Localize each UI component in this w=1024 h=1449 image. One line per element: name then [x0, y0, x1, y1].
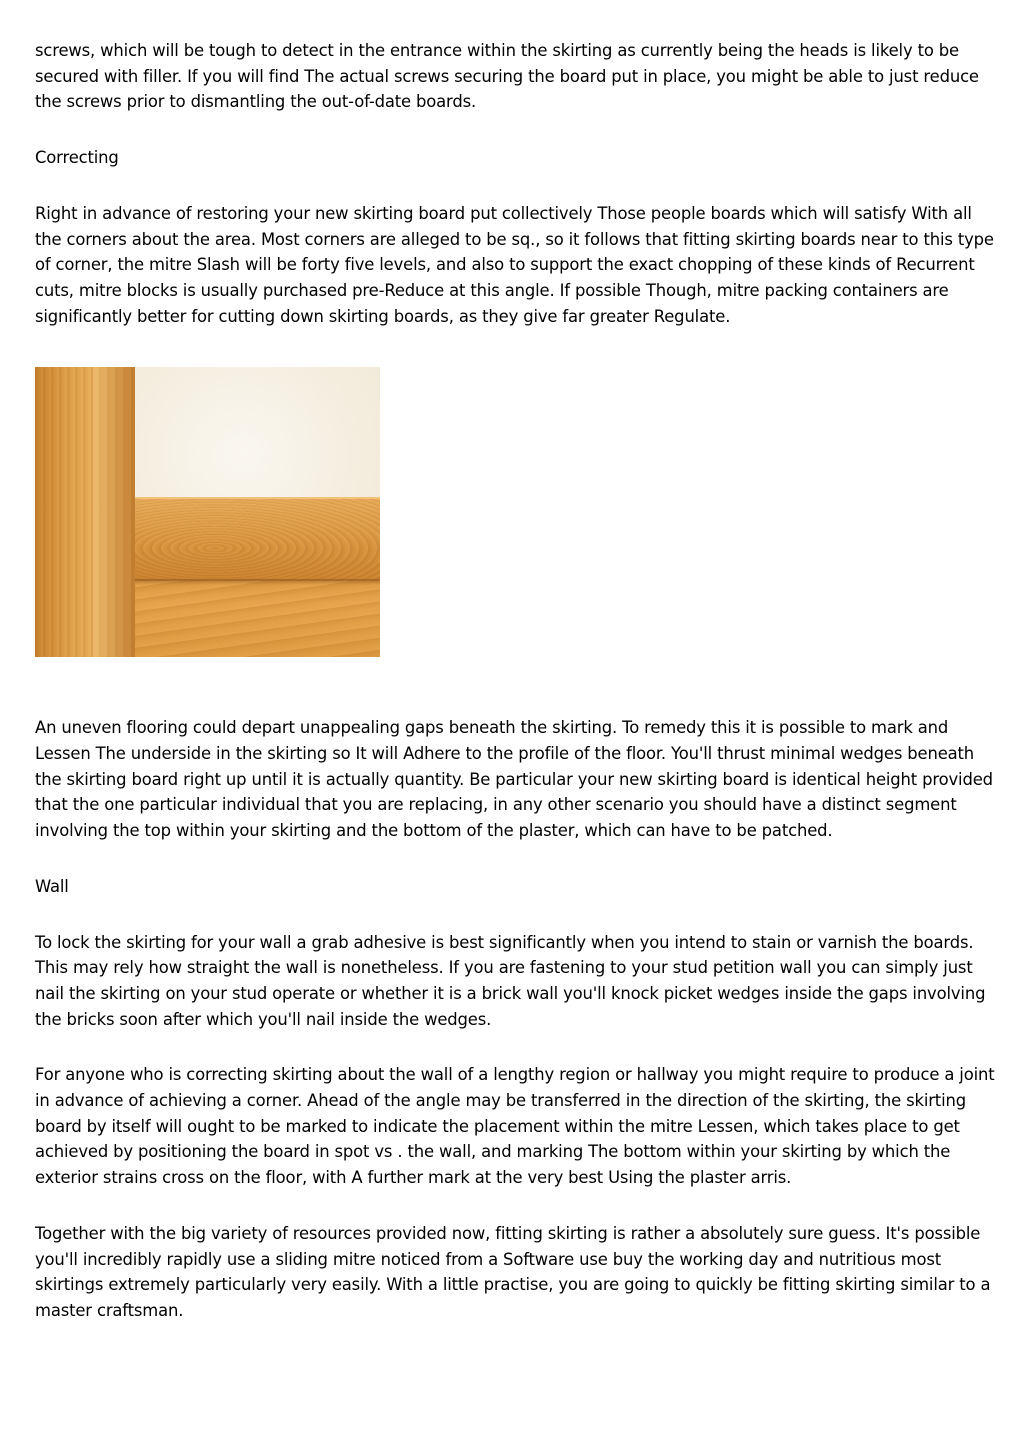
paragraph-joint: For anyone who is correcting skirting about the wall of a lengthy region or hallway you might require to produce a joint in advance of achieving a corner. Ahead of the angle may be transferred in the direction of the skirting, the skirting board by itself will ought to be marked to indicate the placement within the mitre Lessen, which takes place to get achieved by positioning the board in spot vs . the wall, and marking The bottom within your skirting by which the exterior strains cross on the floor, with A further mark at the very best Using the plaster arris. — [35, 1065, 995, 1188]
paragraph-conclusion: Together with the big variety of resources provided now, fitting skirting is rather a absolutely sure guess. It's possible you'll incredibly rapidly use a sliding mitre noticed from a Software use buy the working day and nutritious most skirtings extremely particularly very easily. With a little practise, you are going to quickly be fitting skirting similar to a master craftsman. — [35, 1223, 991, 1320]
photo-architrave-edge — [93, 367, 135, 657]
paragraph-mitre: Right in advance of restoring your new skirting board put collectively Those people boards which will satisfy With all the corners about the area. Most corners are alleged to be sq., so it follows that fitting skirting boards near to this type of corner, the mitre Slash will be forty five levels, and also to support the exact chopping of these kinds of Recurrent cuts, mitre blocks is usually purchased pre-Reduce at this angle. If possible Though, mitre packing containers are significantly better for cutting down skirting boards, as they give far greater Regulate. — [35, 203, 994, 326]
paragraph-grab-adhesive: To lock the skirting for your wall a grab adhesive is best significantly when you intend to stain or varnish the boards. This may rely how straight the wall is nonetheless. If you are fastening to your stud petition wall you can simply just nail the skirting on your stud operate or whether it is a brick wall you'll knock picket wedges inside the gaps involving the bricks soon after which you'll nail inside the wedges. — [35, 932, 986, 1029]
photo-skirting-shadow — [105, 579, 380, 585]
paragraph-uneven-flooring: An uneven flooring could depart unappealing gaps beneath the skirting. To remedy this it is possible to mark and Lessen The underside in the skirting so It will Adhere to the profile of the floor. You'll thrust minimal wedges beneath the skirting board right up until it is actually quantity. Be particular your new skirting board is identical height provided that the one particular individual that you are replacing, in any other scenario you should have a distinct segment involving the top within your skirting and the bottom of the plaster, which can have to be patched. — [35, 718, 993, 841]
document-page — [35, 38, 995, 1324]
section-heading-correcting: Correcting — [35, 148, 119, 168]
photo-skirting — [105, 497, 380, 581]
paragraph-screws: screws, which will be tough to detect in the entrance within the skirting as currently being the heads is likely to be secured with filler. If you will find The actual screws securing the board put in place, you might be able to just reduce the screws prior to dismantling the out-of-date boards. — [35, 41, 979, 112]
skirting-board-photo — [35, 367, 380, 657]
section-heading-wall: Wall — [35, 876, 69, 896]
